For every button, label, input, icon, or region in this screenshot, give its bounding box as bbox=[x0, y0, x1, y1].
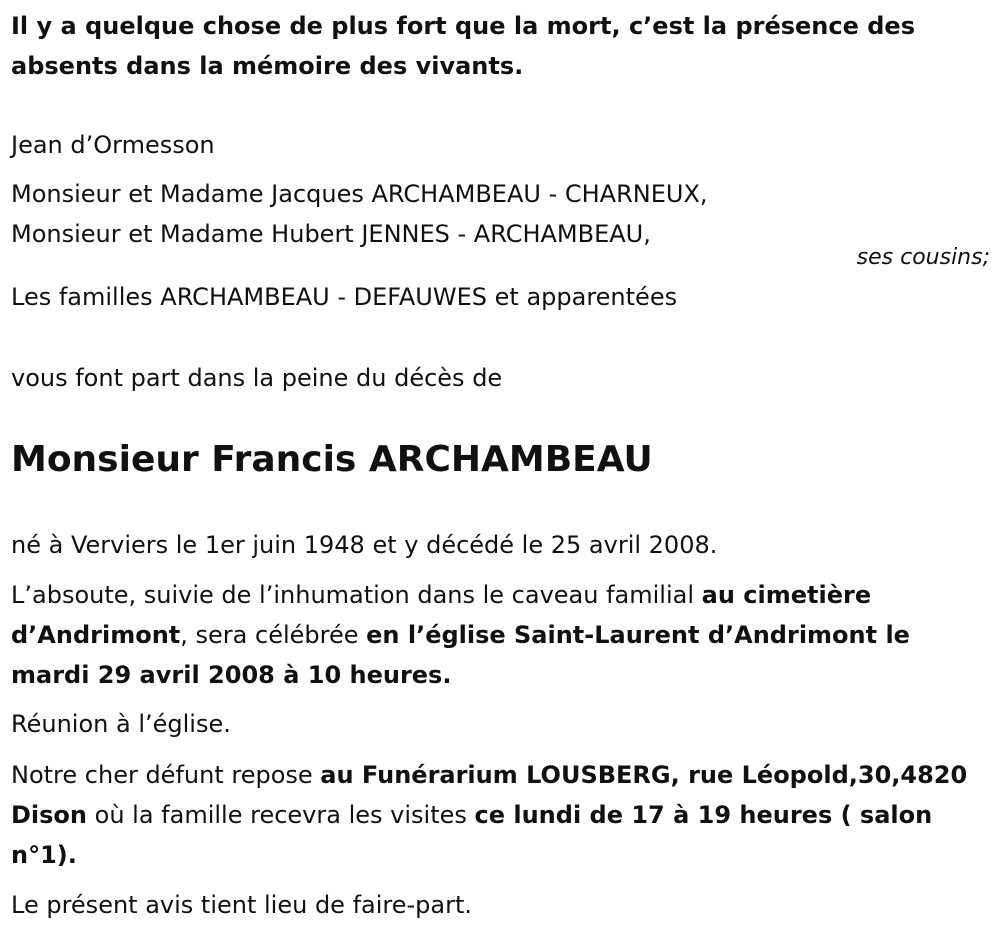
relation-label: ses cousins; bbox=[856, 245, 990, 270]
deceased-name: Monsieur Francis ARCHAMBEAU bbox=[11, 439, 653, 480]
visitation-time: ce lundi de 17 à 19 heures ( salon n°1). bbox=[11, 801, 933, 869]
meeting-line: Réunion à l’église. bbox=[11, 710, 231, 738]
announcement-intro: vous font part dans la peine du décès de bbox=[11, 364, 503, 392]
ceremony-text-2: , sera célébrée bbox=[180, 621, 367, 649]
notice-line: Le présent avis tient lieu de faire-part. bbox=[11, 891, 473, 919]
ceremony-paragraph bbox=[11, 575, 991, 695]
visitation-text-2: où la famille recevra les visites bbox=[87, 801, 475, 829]
family-line-1: Monsieur et Madame Jacques ARCHAMBEAU - CHARNEUX, bbox=[11, 180, 708, 208]
quote-text: Il y a quelque chose de plus fort que la mort, c’est la présence des absents dans la mémoire des vivants. bbox=[11, 12, 915, 80]
family-line-3: Les familles ARCHAMBEAU - DEFAUWES et apparentées bbox=[11, 283, 678, 311]
ceremony-church-date: en l’église Saint-Laurent d’Andrimont le mardi 29 avril 2008 à 10 heures. bbox=[11, 621, 910, 689]
visitation-text-1: Notre cher défunt repose bbox=[11, 761, 321, 789]
visitation-location: au Funérarium LOUSBERG, rue Léopold,30,4820 Dison bbox=[11, 761, 968, 829]
birth-death-line: né à Verviers le 1er juin 1948 et y décédé le 25 avril 2008. bbox=[11, 531, 718, 559]
visitation-paragraph bbox=[11, 755, 991, 875]
ceremony-text-1: L’absoute, suivie de l’inhumation dans le caveau familial bbox=[11, 581, 702, 609]
family-line-2: Monsieur et Madame Hubert JENNES - ARCHAMBEAU, bbox=[11, 220, 651, 248]
quote-author: Jean d’Ormesson bbox=[11, 131, 215, 159]
ceremony-cemetery: au cimetière d’Andrimont bbox=[11, 581, 872, 649]
